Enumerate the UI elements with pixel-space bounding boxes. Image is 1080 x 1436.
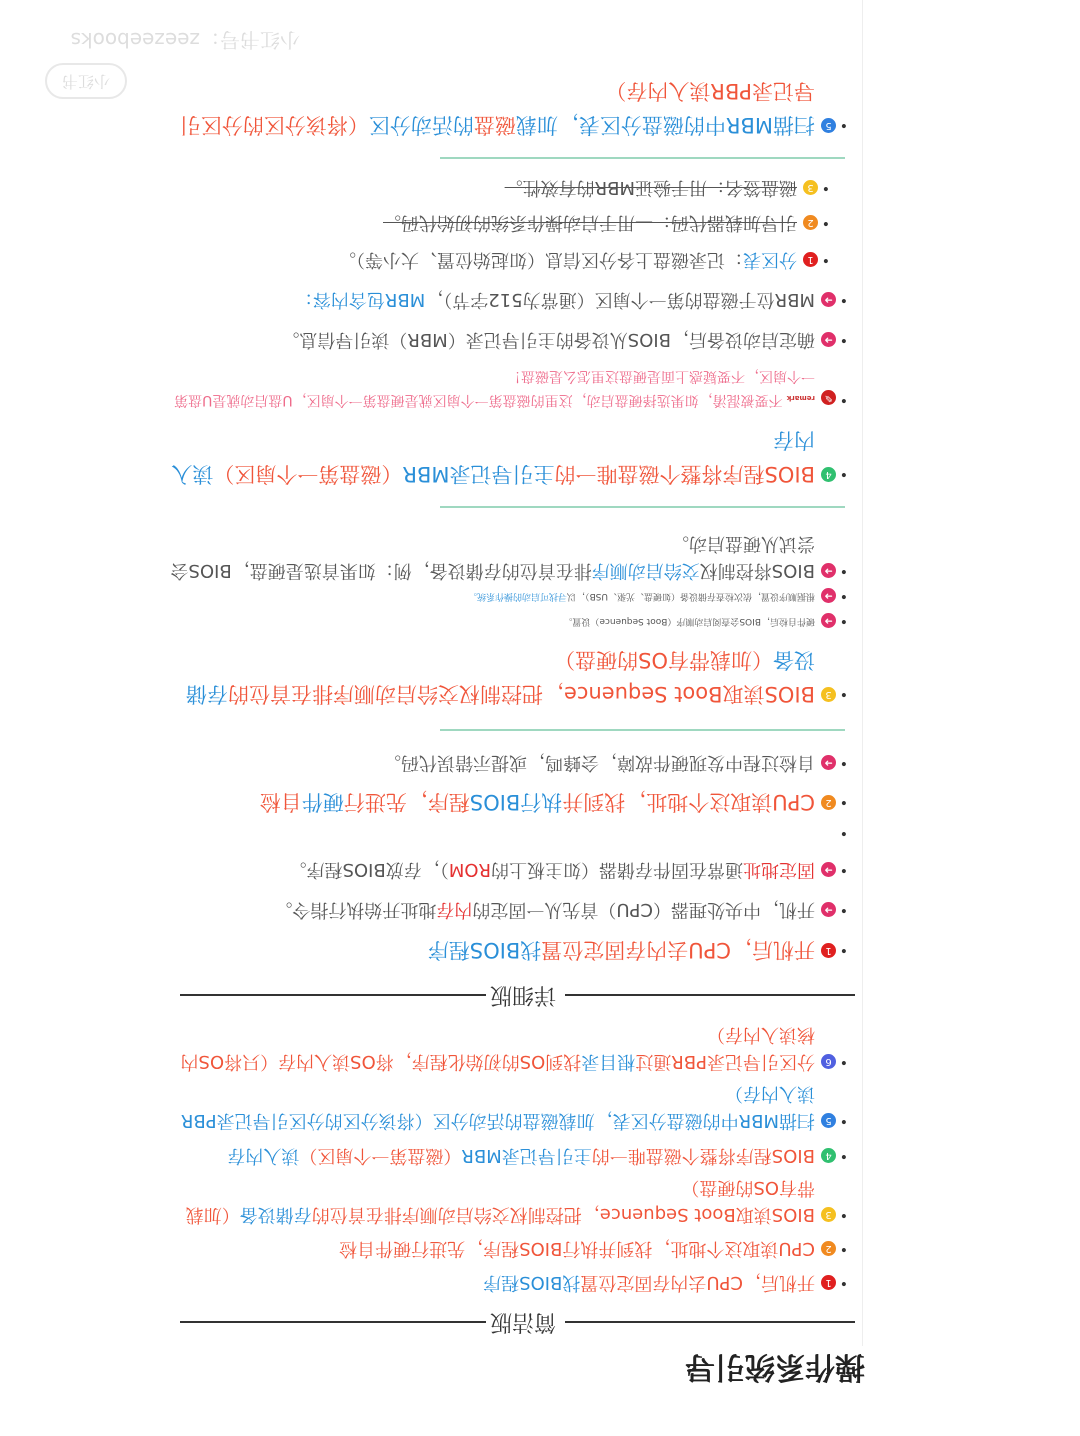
list-item — [168, 1174, 848, 1228]
sub-item — [168, 286, 848, 313]
item-text — [168, 530, 815, 584]
text-segment: 确定启动设备后，BIOS从设备的主引导记录（MBR）读引导信息。 — [281, 329, 815, 350]
bullet: • — [839, 1241, 848, 1257]
item-text — [168, 423, 815, 491]
text-segment: 主引导记录MBR — [461, 1145, 592, 1166]
number-badge-icon: 4 — [821, 467, 836, 482]
text-segment: 引导加载器代码：—用于启动操作系统的初始代码。 — [383, 212, 797, 233]
text-segment: 读入内存 — [227, 1145, 300, 1166]
arrow-badge-icon: ➜ — [821, 902, 836, 917]
bullet: • — [839, 613, 848, 629]
bullet-dot: • — [839, 825, 848, 841]
arrow-badge-icon: ➜ — [821, 862, 836, 877]
item-text — [168, 1080, 815, 1134]
bullet: • — [839, 1207, 848, 1223]
text-segment: 磁盘签名：用于验证MBR的有效性。 — [504, 177, 797, 198]
bullet: • — [839, 902, 848, 918]
number-badge-icon: 2 — [821, 795, 836, 810]
item-text — [168, 74, 815, 142]
arrow-badge-icon: ➜ — [821, 588, 836, 603]
text-segment: 存储设备 — [185, 648, 815, 706]
list-item — [168, 1235, 848, 1262]
item-text — [168, 749, 815, 776]
item-text — [168, 896, 815, 923]
item-text — [168, 933, 815, 967]
item-text — [168, 588, 815, 603]
bullet: • — [821, 252, 830, 268]
text-segment: 分区表 — [743, 249, 797, 270]
text-segment: 通常在固件存储器（如主板上的 — [491, 859, 743, 880]
step-2 — [168, 785, 848, 819]
text-segment: BIOS将控制权 — [699, 560, 815, 581]
step-3 — [168, 643, 848, 711]
step-4 — [168, 423, 848, 491]
text-segment: 地址开始执行指令。 — [274, 899, 437, 920]
mbr-item — [150, 174, 830, 201]
text-segment: 硬件 — [301, 790, 344, 814]
number-badge-icon: 5 — [821, 118, 836, 133]
text-segment: 开机后，CPU去内存固定位置 — [541, 938, 815, 962]
text-segment: 扫描MBR中的磁盘分区表，加载 — [515, 113, 815, 137]
text-segment: 开机，中央处理器（CPU）首先从一固定的 — [472, 899, 815, 920]
item-text — [168, 1142, 815, 1169]
bullet: • — [839, 292, 848, 308]
text-segment: BIOS读取Boot Sequence，把控制权交给启动顺序排在首位的 — [311, 1204, 815, 1225]
text-segment: （将该分区的分区引导记录PBR读入内存） — [179, 79, 815, 137]
detail-divider — [180, 982, 855, 1007]
mbr-item — [150, 209, 830, 236]
list-item — [168, 1080, 848, 1134]
section-line — [440, 506, 845, 508]
sub-item — [168, 749, 848, 776]
item-text — [168, 1021, 815, 1075]
text-segment: CPU读取这个地址，找到并 — [562, 790, 815, 814]
bullet: • — [839, 1113, 848, 1129]
arrow-badge-icon: ➜ — [821, 292, 836, 307]
arrow-badge-icon: ➜ — [821, 613, 836, 628]
bullet: • — [839, 1275, 848, 1291]
text-segment: 固定地址 — [743, 859, 815, 880]
bullet: • — [839, 588, 848, 604]
item-text — [150, 174, 797, 201]
text-segment: 根据顺序设置，依次检查存储设备（如硬盘、光驱、USB），以 — [567, 591, 815, 601]
text-segment: ROM — [448, 859, 491, 880]
bullet: • — [839, 332, 848, 348]
sub-item — [168, 856, 848, 883]
text-segment: 读入内存 — [171, 428, 815, 486]
text-segment: ），存放BIOS程序。 — [288, 859, 449, 880]
number-badge-icon: 3 — [803, 180, 818, 195]
bullet: • — [821, 215, 830, 231]
text-segment: （磁盘第一个扇区） — [213, 462, 403, 486]
step-1 — [168, 933, 848, 967]
item-text — [168, 1174, 815, 1228]
text-segment: 根目录 — [581, 1051, 636, 1072]
text-segment: 内存 — [436, 899, 473, 920]
text-segment: BIOS读取Boot Sequence，把控制权交给启动顺序排在首位的 — [227, 682, 815, 706]
item-text — [168, 286, 815, 313]
item-text — [168, 613, 815, 628]
bullet: • — [839, 862, 848, 878]
bullet: • — [839, 794, 848, 810]
text-segment: 执行BIOS — [469, 790, 563, 814]
text-segment: ：记录磁盘上各分区信息（如起始位置、大小等）。 — [338, 249, 743, 270]
text-segment: 存储设备 — [239, 1204, 312, 1225]
arrow-badge-icon: ➜ — [821, 755, 836, 770]
section-line — [440, 157, 845, 159]
item-text — [168, 785, 815, 819]
text-segment: 分区引导记录PBR通过 — [635, 1051, 815, 1072]
item-text — [168, 643, 815, 711]
text-segment: 交给启动顺序 — [591, 560, 700, 581]
text-segment: （加载带有OS的硬盘） — [554, 648, 773, 672]
section-line — [440, 729, 845, 731]
text-segment: 的活动分区 — [368, 113, 474, 137]
bullet: • — [839, 117, 848, 133]
text-segment: 硬件自检后，BIOS会查阅启动顺序（Boot Sequence）设置。 — [563, 616, 815, 626]
number-badge-icon: 3 — [821, 1207, 836, 1222]
number-badge-icon: 1 — [803, 252, 818, 267]
text-segment: MBR位于磁盘的第一个扇区（通常为512字节）， — [425, 289, 815, 310]
text-segment: 寻找可启动的操作系统。 — [468, 591, 568, 601]
text-segment: MBR包含内容： — [294, 289, 426, 310]
number-badge-icon: 5 — [821, 1113, 836, 1128]
bullet: • — [839, 1148, 848, 1164]
arrow-badge-icon: ➜ — [821, 332, 836, 347]
list-item — [168, 1142, 848, 1169]
text-segment: （加载带有OS的硬盘） — [185, 1177, 815, 1225]
bullet: • — [839, 686, 848, 702]
remark-text: 不要被混淆，如果选择硬盘启动，这里的磁盘第一个扇区就是硬盘第一个扇区，U盘启动就是U盘第一个扇区，不要疑惑上面是硬盘这里怎么是磁盘！ — [174, 368, 815, 408]
item-text — [150, 246, 797, 273]
text-segment: 程序，先进行 — [343, 790, 470, 814]
sub-item — [168, 326, 848, 353]
text-segment: 找到OS的初始化程序，将OS读入内存（只将OS内核读入内存） — [180, 1024, 815, 1072]
item-text — [168, 1269, 815, 1296]
text-segment: 开机后，CPU去内存固定位置 — [580, 1272, 815, 1293]
text-segment: 排在首位的存储设备，例：如果首选是硬盘，BIOS会尝试从硬盘启动。 — [170, 533, 815, 581]
bullet: • — [839, 755, 848, 771]
bullet: • — [821, 180, 830, 196]
detail-heading: 详细版 — [486, 981, 560, 1012]
text-segment: CPU读取这个地址，找到并执行BIOS程序，先进行硬件自检 — [339, 1238, 815, 1259]
bullet: • — [839, 942, 848, 958]
item-text — [150, 209, 797, 236]
sub-item — [168, 588, 848, 603]
text-segment: BIOS程序将整个磁盘唯一的 — [591, 1145, 815, 1166]
text-segment: 主引导记录MBR — [402, 462, 555, 486]
watermark: 小红书号：zeezeebooks — [70, 28, 300, 52]
sub-item — [168, 896, 848, 923]
page-title: 操作系统引导 — [685, 1349, 865, 1384]
text-segment: 自检 — [259, 790, 302, 814]
bullet: • — [839, 563, 848, 579]
list-item — [168, 1021, 848, 1075]
simple-heading: 简洁版 — [486, 1308, 560, 1339]
bullet: • — [839, 466, 848, 482]
text-segment: 找BIOS程序 — [427, 938, 542, 962]
arrow-badge-icon: ➜ — [821, 563, 836, 578]
simple-divider — [180, 1309, 855, 1334]
number-badge-icon: 3 — [821, 687, 836, 702]
app-logo: 小红书 — [45, 63, 127, 99]
number-badge-icon: 1 — [821, 943, 836, 958]
remark-item: • ✎ remark不要被混淆，如果选择硬盘启动，这里的磁盘第一个扇区就是硬盘第一个扇区，U盘启动就是U盘第一个扇区，不要疑惑上面是硬盘这里怎么是磁盘！ — [174, 368, 848, 408]
list-item — [168, 1269, 848, 1296]
number-badge-icon: 2 — [821, 1241, 836, 1256]
item-text — [168, 856, 815, 883]
number-badge-icon: 4 — [821, 1148, 836, 1163]
item-text — [168, 326, 815, 353]
text-segment: （磁盘第一个扇区） — [299, 1145, 462, 1166]
number-badge-icon: 2 — [803, 215, 818, 230]
text-segment: 磁盘 — [473, 113, 516, 137]
bullet: • — [839, 1054, 848, 1070]
sub-item — [168, 613, 848, 628]
text-segment: 自检过程中发现硬件故障，会蜂鸣，或提示错误代码。 — [383, 752, 815, 773]
item-text — [168, 1235, 815, 1262]
step-5 — [168, 74, 848, 142]
text-segment: BIOS程序将整个磁盘唯一的 — [554, 462, 815, 486]
text-segment: 扫描MBR中的磁盘分区表，加载磁盘的活动分区（将该分区的分区引导记录PBR读入内存） — [180, 1083, 815, 1131]
margin-line — [862, 0, 863, 1346]
text-segment: 找BIOS程序 — [483, 1272, 581, 1293]
number-badge-icon: 1 — [821, 1275, 836, 1290]
sub-item — [168, 530, 848, 584]
mbr-item — [150, 246, 830, 273]
number-badge-icon: 6 — [821, 1054, 836, 1069]
remark-tag: remark — [786, 394, 815, 402]
